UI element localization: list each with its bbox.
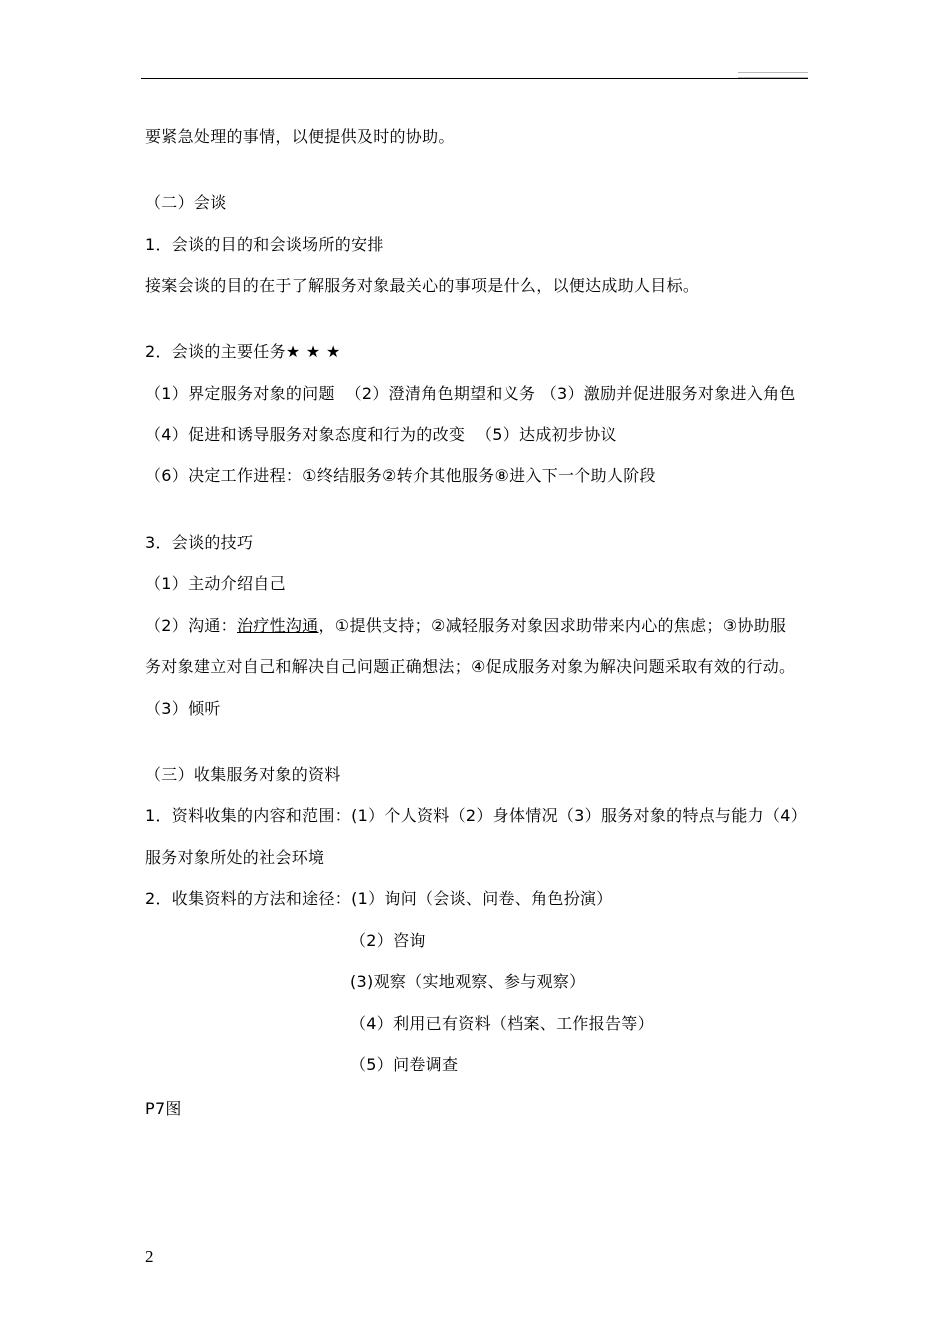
- list-item: （4）促进和诱导服务对象态度和行为的改变 （5）达成初步协议: [145, 425, 617, 444]
- underlined-term: 治疗性沟通: [236, 616, 319, 635]
- list-item: [145, 616, 786, 636]
- list-item: （4）利用已有资料（档案、工作报告等）: [350, 1014, 654, 1033]
- subsection-heading: 1．会谈的目的和会谈场所的安排: [145, 235, 384, 254]
- text-line: 务对象建立对自己和解决自己问题正确想法；④促成服务对象为解决问题采取有效的行动。: [145, 657, 796, 676]
- list-item: (3)观察（实地观察、参与观察）: [350, 972, 586, 991]
- subsection-heading: 2．会谈的主要任务★ ★ ★: [145, 342, 341, 361]
- section-heading: （三）收集服务对象的资料: [145, 765, 341, 784]
- figure-reference: P7图: [145, 1099, 182, 1118]
- list-item-text: ，①提供支持；②减轻服务对象因求助带来内心的焦虑；③协助服: [318, 616, 787, 635]
- list-item: （3）倾听: [145, 699, 221, 718]
- text-line: 接案会谈的目的在于了解服务对象最关心的事项是什么，以便达成助人目标。: [145, 276, 700, 295]
- list-item: （5）问卷调查: [350, 1055, 459, 1074]
- list-item: （1）界定服务对象的问题 （2）澄清角色期望和义务 （3）激励并促进服务对象进入角色: [145, 384, 796, 403]
- header-decoration: [738, 72, 808, 78]
- text-line: 2．收集资料的方法和途径：(1）询问（会谈、问卷、角色扮演）: [145, 889, 613, 908]
- text-line: 服务对象所处的社会环境: [145, 848, 325, 867]
- header-rule: [141, 78, 808, 79]
- page-number: 2: [145, 1247, 154, 1266]
- list-item: （1）主动介绍自己: [145, 574, 286, 593]
- subsection-heading: 3．会谈的技巧: [145, 533, 254, 552]
- text-line: 1．资料收集的内容和范围：(1）个人资料（2）身体情况（3）服务对象的特点与能力（4）: [145, 806, 808, 825]
- text-line: 要紧急处理的事情，以便提供及时的协助。: [145, 127, 455, 146]
- list-item: （6）决定工作进程：①终结服务②转介其他服务⑧进入下一个助人阶段: [145, 466, 656, 485]
- section-heading: （二）会谈: [145, 193, 227, 212]
- list-item: （2）咨询: [350, 931, 426, 950]
- list-item-prefix: （2）沟通：: [145, 616, 237, 635]
